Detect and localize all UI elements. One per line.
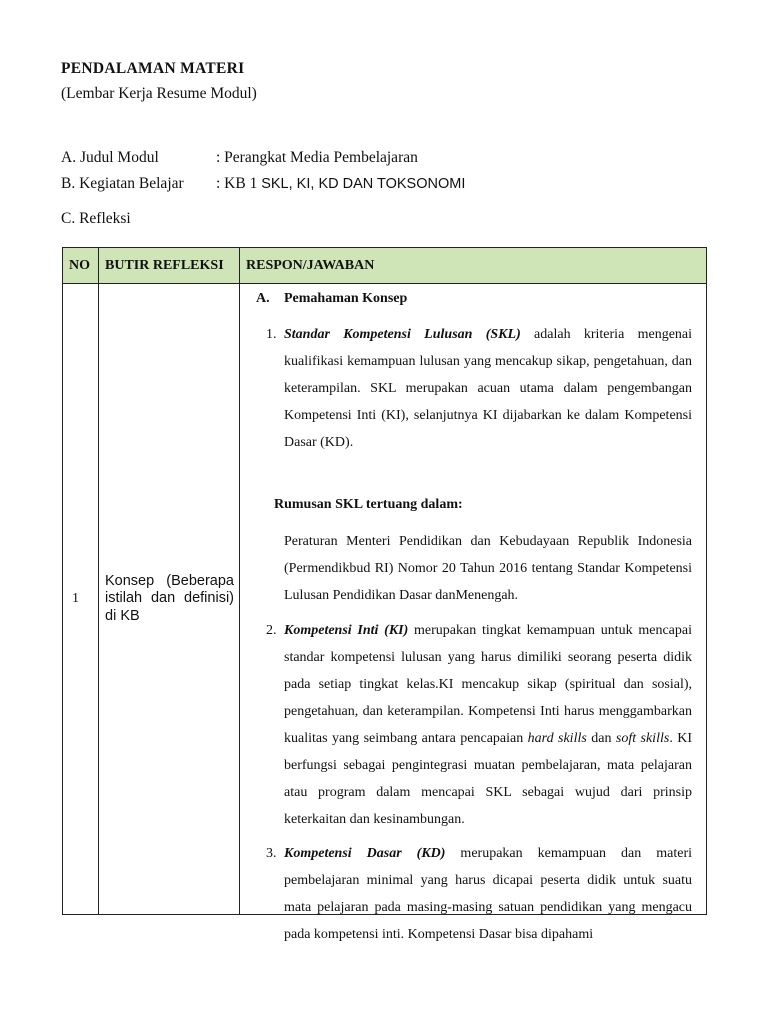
item-text: adalah kriteria mengenai kualifikasi kemampuan lulusan yang mencakup sikap, pengetahuan, dan keterampilan. SKL merupakan acuan utama dalam pengembangan Kompetensi Inti (KI), selanjutnya KI dijabarkan ke dalam Kompetensi Dasar (KD). (284, 327, 693, 450)
page-subtitle: (Lembar Kerja Resume Modul) (61, 85, 257, 102)
term-skl: Standar Kompetensi Lulusan (SKL) (284, 327, 521, 342)
section-title: Pemahaman Konsep (284, 291, 408, 306)
regulation-paragraph: Peraturan Menteri Pendidikan dan Kebudayaan Republik Indonesia (Permendikbud RI) Nomor 20 Tahun 2016 tentang Standar Kompetensi Lulusan Pendidikan Dasar danMenengah. (284, 534, 692, 603)
italic-soft-skills: soft skills (615, 731, 670, 746)
term-kd: Kompetensi Dasar (KD) (284, 846, 446, 861)
item-number: 2. (266, 623, 277, 638)
judul-modul-row (61, 149, 418, 167)
refleksi-label: C. Refleksi (61, 210, 131, 227)
list-item-ki (266, 617, 693, 833)
list-item-kd (266, 840, 692, 948)
table-row (63, 284, 707, 915)
judul-modul-value: : Perangkat Media Pembelajaran (216, 149, 418, 166)
list-item-skl (266, 321, 693, 456)
butir-refleksi-cell: Konsep (Beberapa istilah dan definisi) di KB (99, 284, 240, 915)
section-a-heading (256, 291, 407, 307)
page-title: PENDALAMAN MATERI (61, 60, 245, 77)
kegiatan-belajar-label: B. Kegiatan Belajar (61, 175, 184, 192)
kegiatan-belajar-row (61, 175, 465, 193)
kegiatan-belajar-value: SKL, KI, KD DAN TOKSONOMI (261, 176, 466, 192)
rumusan-skl-heading: Rumusan SKL tertuang dalam: (274, 497, 463, 512)
header-respon-jawaban: RESPON/JAWABAN (240, 248, 707, 284)
item-text: . KI berfungsi sebagai pengintegrasi muatan pembelajaran, mata pelajaran atau program dalam mencapai SKL sebagai wujud dari prinsip keterkaitan dan kesinambungan. (284, 731, 693, 827)
term-ki: Kompetensi Inti (KI) (284, 623, 409, 638)
item-text: dan (586, 731, 616, 746)
row-number: 1 (63, 284, 99, 915)
reflection-table (62, 247, 707, 942)
item-text: merupakan tingkat kemampuan untuk mencapai standar kompetensi lulusan yang harus dimiliki seorang peserta didik pada setiap tingkat kelas.KI mencakup sikap (spiritual dan sosial), pengetahuan, dan keterampilan. Kompetensi Inti harus menggambarkan kualitas yang seimbang antara pencapaian (284, 623, 692, 746)
judul-modul-label: A. Judul Modul (61, 149, 159, 166)
kegiatan-belajar-prefix: : KB 1 (216, 175, 262, 192)
item-number: 3. (266, 846, 277, 861)
item-number: 1. (266, 327, 277, 342)
header-butir-refleksi: BUTIR REFLEKSI (99, 248, 240, 284)
item-text: merupakan kemampuan dan materi pembelajaran minimal yang harus dicapai peserta didik untuk suatu mata pelajaran pada masing-masing satuan pendidikan yang mengacu pada kompetensi inti. Kompetensi Dasar bisa dipahami (284, 846, 692, 942)
table-header-row (63, 248, 707, 284)
section-letter: A. (256, 291, 270, 306)
header-no: NO (63, 248, 99, 284)
italic-hard-skills: hard skills (527, 731, 587, 746)
respon-cell (240, 284, 707, 942)
